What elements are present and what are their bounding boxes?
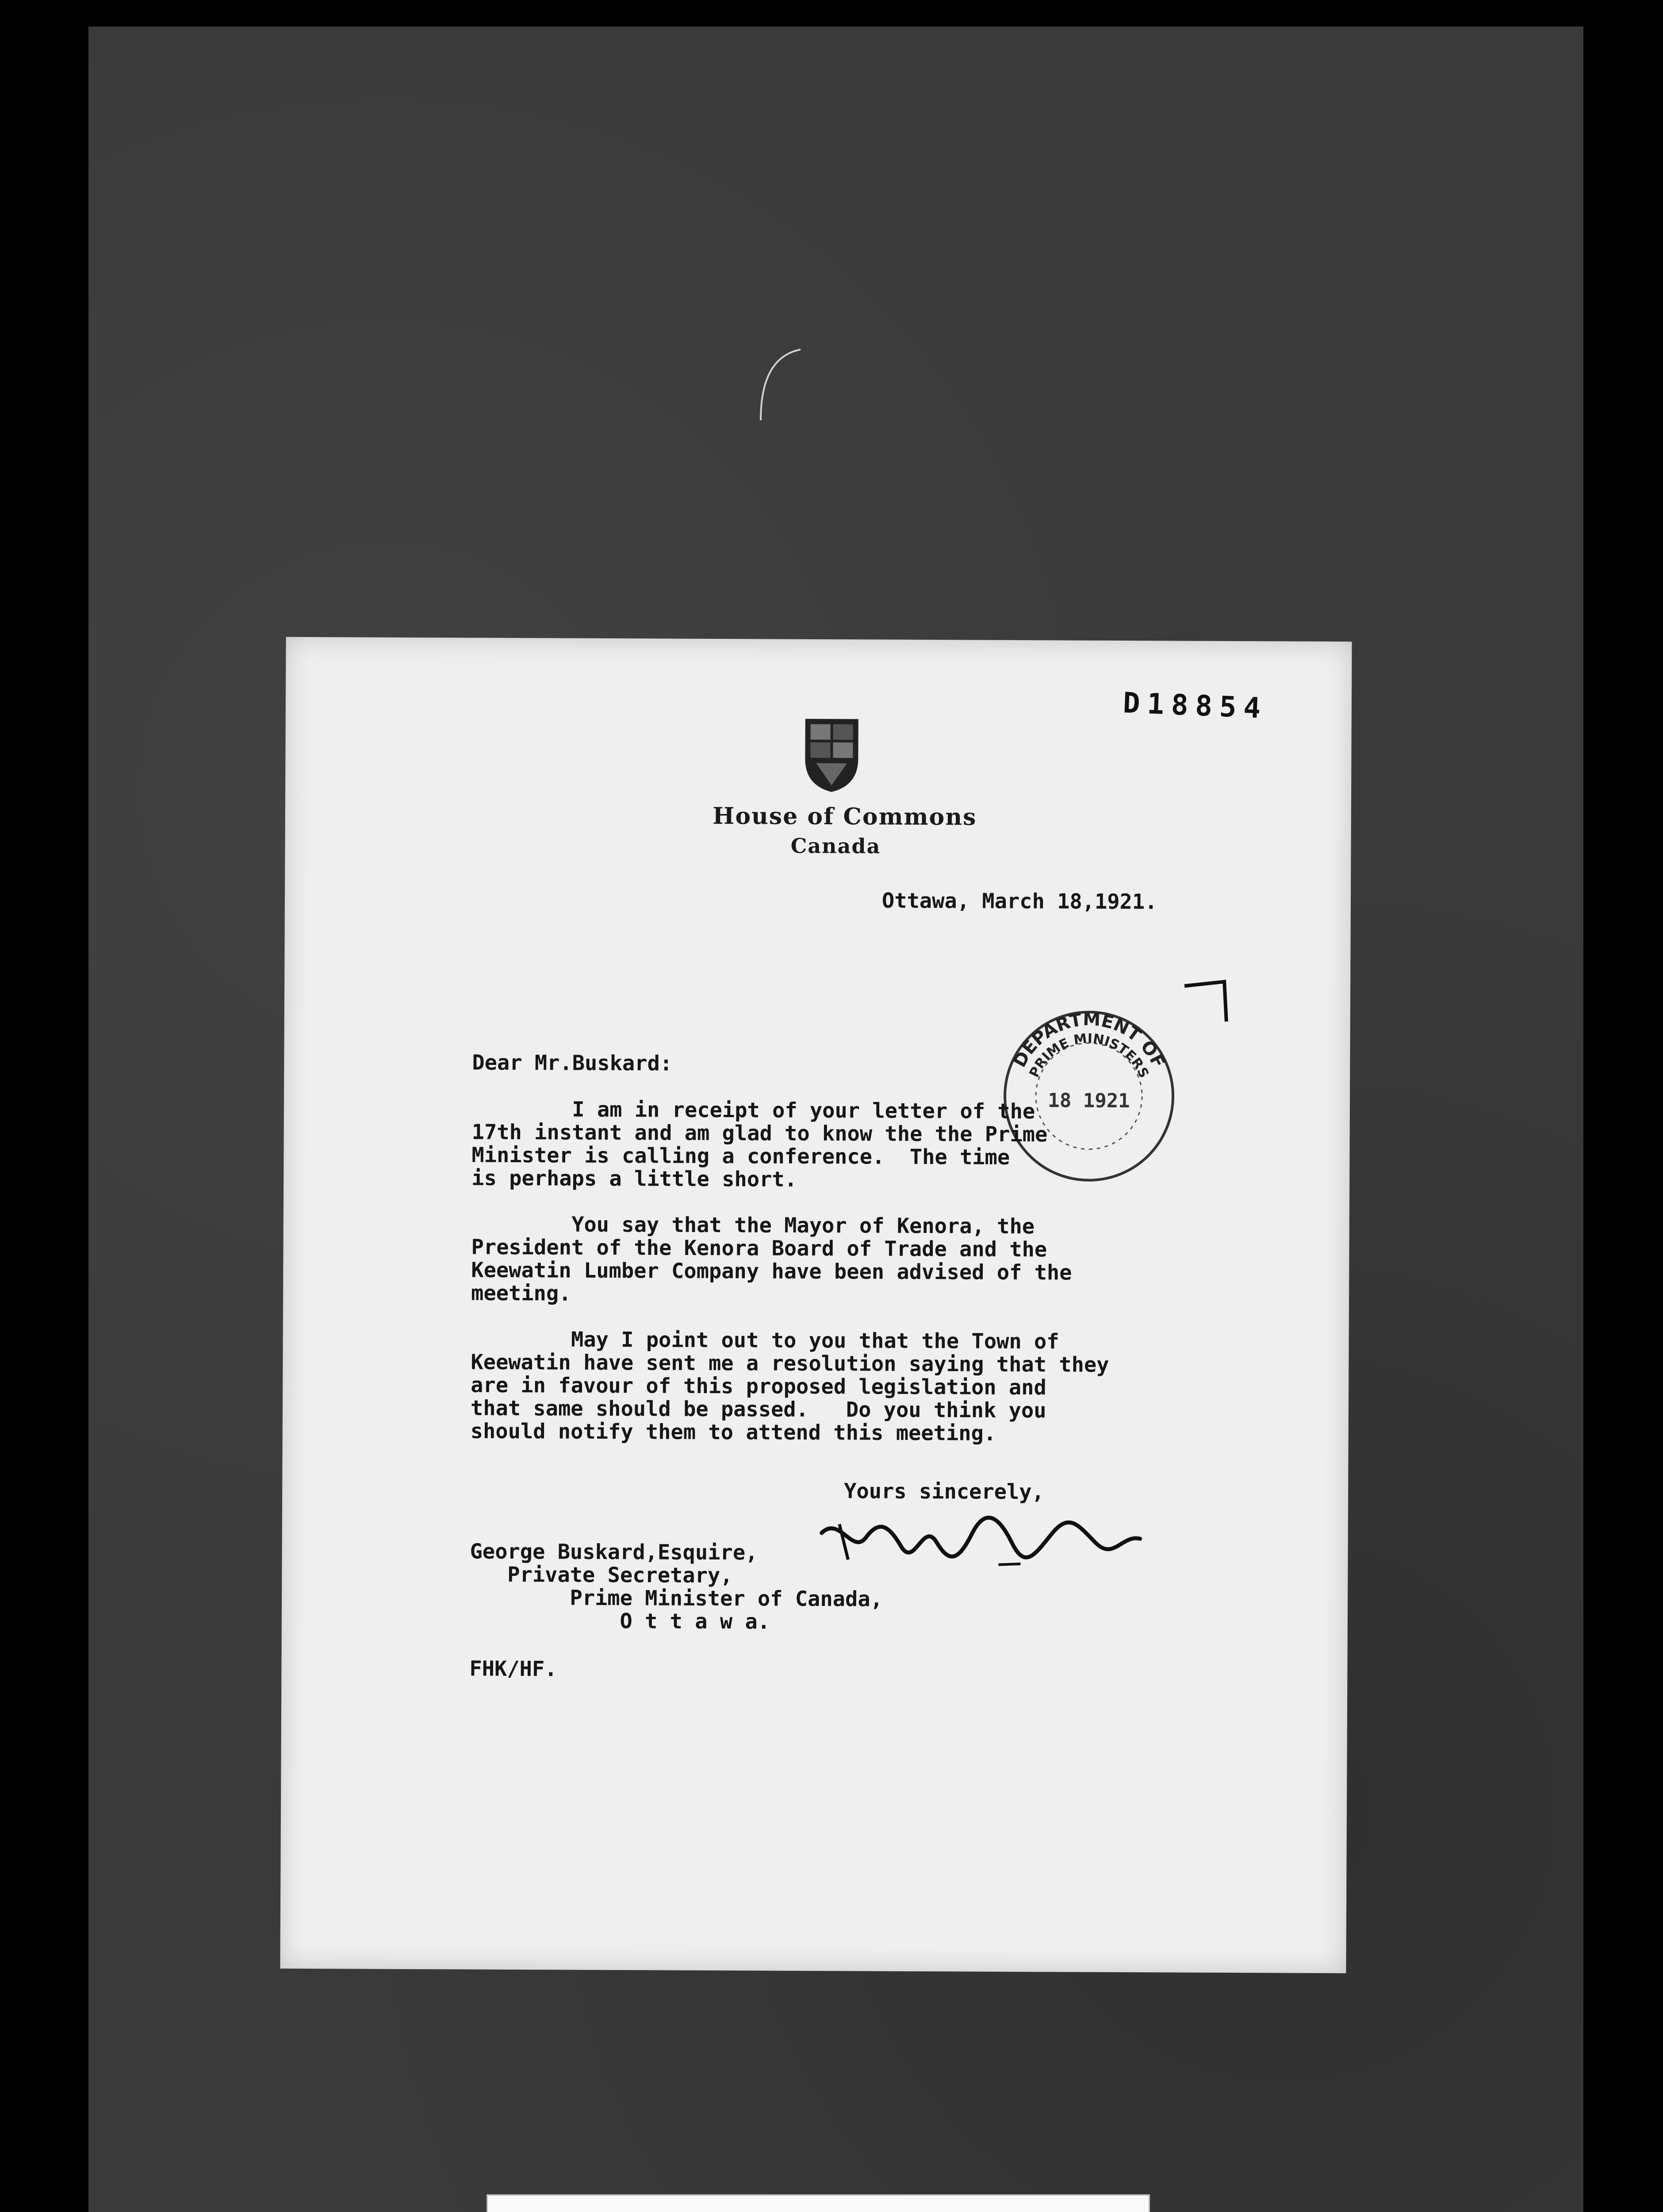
letterhead-title: House of Commons bbox=[713, 802, 977, 831]
stamp-date: 18 1921 bbox=[1048, 1089, 1130, 1113]
letter-date: Ottawa, March 18,1921. bbox=[881, 888, 1157, 914]
reference-initials: FHK/HF. bbox=[469, 1656, 557, 1682]
document-number: D18854 bbox=[1122, 687, 1268, 726]
salutation: Dear Mr.Buskard: bbox=[472, 1050, 673, 1076]
letterhead-subtitle: Canada bbox=[790, 833, 881, 858]
stamp-line1: DEPARTMENT OF bbox=[1009, 1009, 1169, 1071]
coat-of-arms-icon bbox=[801, 714, 863, 795]
body-paragraph-2: You say that the Mayor of Kenora, the President of the Kenora Board of Trade and the Keewatin Lumber Company have been advised of the meeting. bbox=[471, 1212, 1072, 1306]
series-tag bbox=[487, 2194, 1150, 2212]
stamp-line2: PRIME MINISTERS bbox=[1026, 1031, 1152, 1081]
closing: Yours sincerely, bbox=[844, 1479, 1045, 1505]
film-scratch bbox=[752, 345, 805, 425]
body-paragraph-1: I am in receipt of your letter of the 17th instant and am glad to know the the Prime Minister is calling a conference. The time is perhaps a little short. bbox=[471, 1097, 1048, 1192]
check-mark-icon bbox=[1182, 977, 1231, 1026]
addressee-block: George Buskard,Esquire, Private Secretary, Prime Minister of Canada, O t t a w a. bbox=[469, 1539, 883, 1634]
body-paragraph-3: May I point out to you that the Town of Keewatin have sent me a resolution saying that they are in favour of this proposed legislation and that same should be passed. Do you think you should notify them to attend this meeting. bbox=[470, 1327, 1109, 1446]
letter-page bbox=[280, 637, 1352, 1973]
